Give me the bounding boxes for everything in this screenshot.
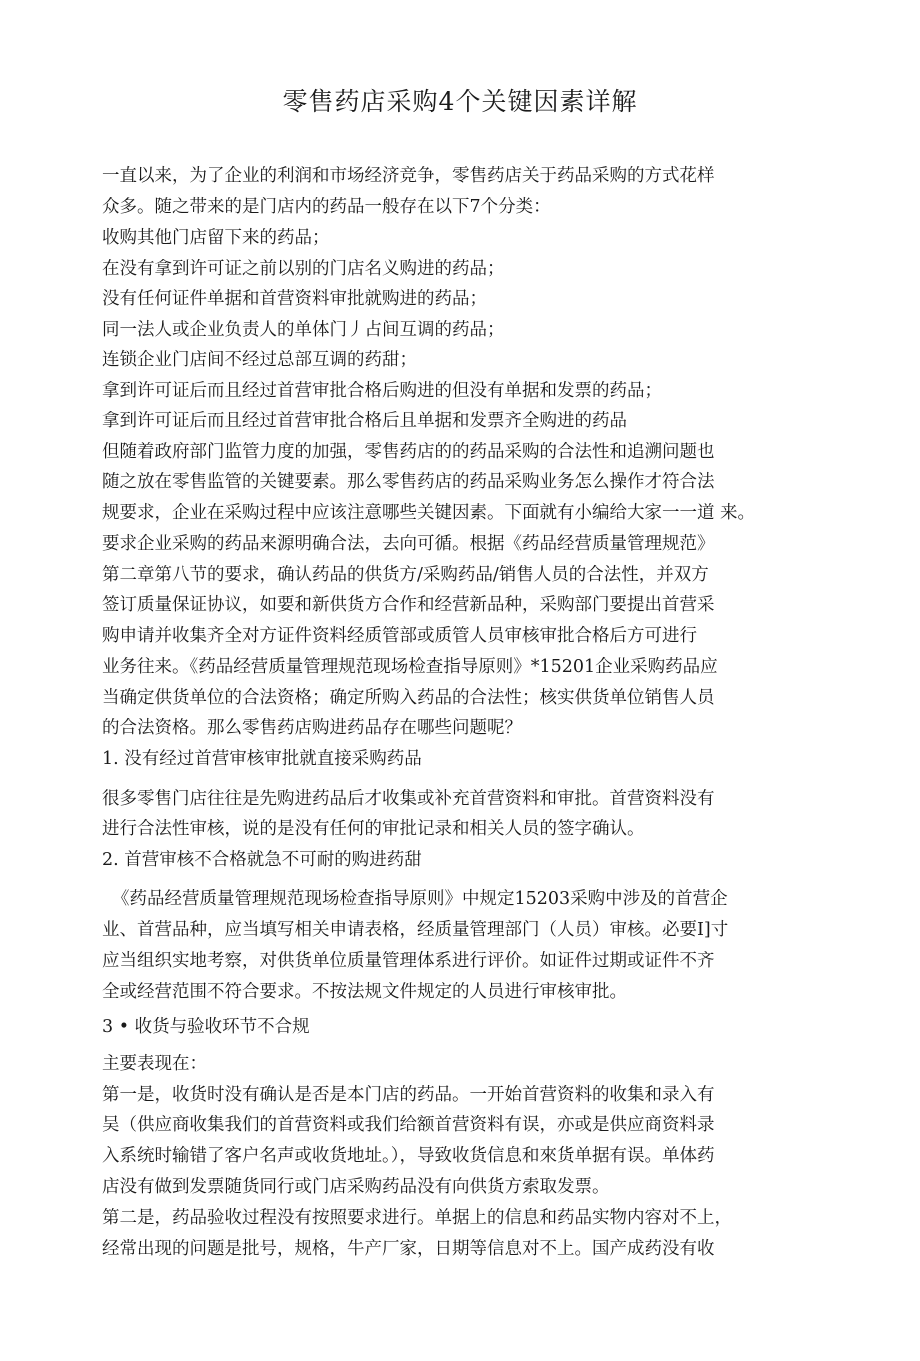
paragraph-line: 全或经营范围不符合要求。不按法规文件规定的人员进行审核审批。 [102, 982, 627, 1002]
paragraph-line: 经常出现的问题是批号，规格，牛产厂家，日期等信息对不上。国产成药没有收 [102, 1239, 715, 1259]
document-title: 零售药店采购4个关键因素详解 [282, 87, 638, 116]
paragraph-line: 《药品经营质量管理规范现场检查指导原则》中规定15203采购中涉及的首营企 [112, 889, 728, 909]
paragraph-line: 众多。随之带来的是门店内的药品一般存在以下7个分类： [102, 197, 551, 217]
section-heading: 3 • 收货与验收环节不合规 [102, 1017, 310, 1037]
list-item: 在没有拿到许可证之前以别的门店名义购进的药品； [102, 259, 505, 279]
paragraph-line: 进行合法性审核，说的是没有任何的审批记录和相关人员的签字确认。 [102, 819, 645, 839]
list-item: 连锁企业门店间不经过总部互调的药甜； [102, 350, 417, 370]
paragraph-line: 购申请并收集齐全对方证件资料经质管部或质管人员审核审批合格后方可进行 [102, 626, 697, 646]
paragraph-line: 第二是，药品验收过程没有按照要求进行。单据上的信息和药品实物内容对不上， [102, 1208, 732, 1228]
paragraph-line: 要求企业采购的药品来源明确合法，去向可循。根据《药品经营质量管理规范》 [102, 534, 715, 554]
paragraph-line: 吴（供应商收集我们的首营资料或我们给额首营资料有误，亦或是供应商资料录 [102, 1115, 715, 1135]
paragraph-line: 应当组织实地考察，对供货单位质量管理体系进行评价。如证件过期或证件不齐 [102, 951, 715, 971]
list-item: 收购其他门店留下来的药品； [102, 228, 330, 248]
list-item: 同一法人或企业负责人的单体门丿占间互调的药品； [102, 320, 505, 340]
paragraph-line: 的合法资格。那么零售药店购进药品存在哪些问题呢？ [102, 718, 522, 738]
paragraph-line: 签订质量保证协议，如要和新供货方合作和经营新品种，采购部门要提出首营采 [102, 595, 715, 615]
list-item: 没有任何证件单据和首营资料审批就购进的药品； [102, 289, 487, 309]
paragraph-line: 店没有做到发票随货同行或门店采购药品没有向供货方索取发票。 [102, 1177, 610, 1197]
paragraph-line: 当确定供货单位的合法资格；确定所购入药品的合法性；核实供货单位销售人员 [102, 688, 715, 708]
list-item: 拿到许可证后而且经过首营审批合格后且单据和发票齐全购进的药品 [102, 411, 627, 431]
section-heading: 1. 没有经过首营审核审批就直接采购药品 [102, 749, 422, 769]
paragraph-line: 随之放在零售监管的关键要素。那么零售药店的药品采购业务怎么操作才符合法 [102, 472, 715, 492]
paragraph-line: 规要求，企业在采购过程中应该注意哪些关键因素。下面就有小编给大家一一道 来。 [102, 503, 756, 523]
paragraph-line: 业、首营品种，应当填写相关申请表格，经质量管理部门（人员）审核。必要I]寸 [102, 920, 729, 940]
section-heading: 2. 首营审核不合格就急不可耐的购进药甜 [102, 850, 422, 870]
paragraph-line: 但随着政府部门监管力度的加强，零售药店的的药品采购的合法性和追溯问题也 [102, 442, 715, 462]
paragraph-line: 很多零售门店往往是先购进药品后才收集或补充首营资料和审批。首营资料没有 [102, 789, 715, 809]
paragraph-line: 第二章第八节的要求，确认药品的供货方/采购药品/销售人员的合法性，并双方 [102, 565, 709, 585]
paragraph-line: 第一是，收货时没有确认是否是本门店的药品。一开始首营资料的收集和录入有 [102, 1085, 715, 1105]
paragraph-line: 主要表现在： [102, 1054, 207, 1074]
paragraph-line: 业务往来。《药品经营质量管理规范现场检查指导原则》*15201企业采购药品应 [102, 657, 718, 677]
paragraph-line: 一直以来，为了企业的利润和市场经济竞争，零售药店关于药品采购的方式花样 [102, 166, 715, 186]
list-item: 拿到许可证后而且经过首营审批合格后购进的但没有单据和发票的药品； [102, 381, 662, 401]
paragraph-line: 入系统时输错了客户名声或收货地址。），导致收货信息和來货单据有误。单体药 [102, 1146, 715, 1166]
